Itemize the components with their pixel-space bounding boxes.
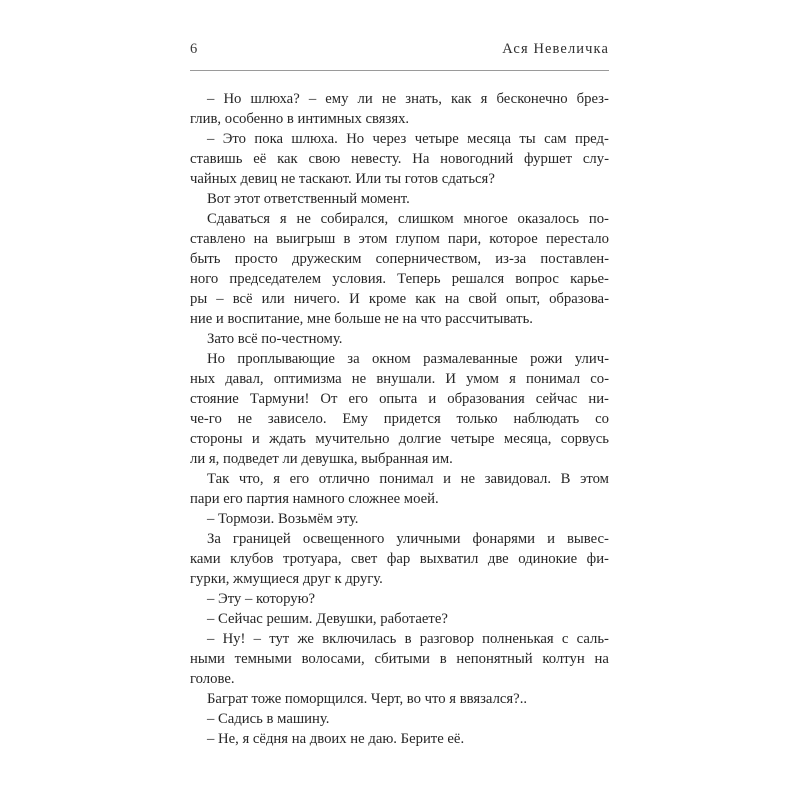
text-word: тротуара,	[282, 551, 342, 567]
text-word: умом	[466, 371, 499, 387]
text-word: глупом	[395, 231, 440, 247]
text-word: границей	[232, 531, 291, 547]
body-text	[190, 88, 609, 748]
text-word: ных	[190, 371, 216, 387]
text-word: и	[428, 391, 437, 407]
text-word: сам	[544, 131, 567, 147]
text-word: выигрыш	[276, 231, 336, 247]
text-word: фонарями	[472, 531, 536, 547]
text-line	[190, 548, 609, 568]
text-word: новогодний	[440, 151, 514, 167]
text-word: через	[372, 131, 407, 147]
text-word: улич-	[574, 351, 609, 367]
text-word: две	[487, 551, 509, 567]
text-word: как	[277, 151, 298, 167]
text-word: я	[279, 211, 287, 227]
text-word: глив, особенно в интимных связях.	[190, 111, 410, 127]
text-word: его	[348, 391, 369, 407]
text-word: На	[412, 151, 430, 167]
text-word: бесконечно	[496, 91, 568, 107]
text-word: вывес-	[566, 531, 609, 547]
text-word: клубов	[230, 551, 274, 567]
text-line	[190, 408, 609, 428]
text-line	[190, 388, 609, 408]
text-word: саль-	[576, 631, 609, 647]
text-word: –	[216, 291, 224, 307]
text-word: Вот этот ответственный момент.	[207, 191, 410, 207]
text-word: за	[347, 351, 360, 367]
text-word: ставишь	[190, 151, 243, 167]
text-word: Но	[223, 91, 242, 107]
text-word: брез-	[576, 91, 609, 107]
text-word: в	[404, 631, 412, 647]
text-word: волосами,	[301, 651, 365, 667]
text-word: пред-	[574, 131, 609, 147]
text-word: со-	[590, 371, 609, 387]
text-line	[190, 268, 609, 288]
text-word: только	[456, 411, 498, 427]
text-word: завидовал.	[484, 471, 552, 487]
text-word: не	[460, 471, 476, 487]
text-word: её	[253, 151, 267, 167]
text-word: я	[509, 371, 516, 387]
text-word: ни-	[588, 391, 609, 407]
text-word: –	[207, 91, 215, 107]
text-word: стороны	[190, 431, 243, 447]
text-word: и	[251, 431, 260, 447]
text-line	[190, 328, 626, 348]
text-word: долгие	[398, 431, 442, 447]
text-line	[190, 348, 609, 368]
text-word: стояние	[190, 391, 239, 407]
text-word: ты	[519, 131, 536, 147]
text-word: непонятный	[456, 651, 533, 667]
text-word: понимал	[379, 471, 434, 487]
text-line	[190, 488, 609, 508]
text-word: –	[207, 131, 215, 147]
text-line	[190, 168, 609, 188]
text-word: Теперь	[397, 271, 441, 287]
text-word: перестало	[545, 231, 609, 247]
text-word: одинокие	[518, 551, 578, 567]
text-line	[190, 608, 626, 628]
text-word: тут	[269, 631, 290, 647]
text-word: кроме	[368, 291, 407, 307]
text-word: – Тормози. Возьмём эту.	[207, 511, 359, 527]
text-word: сейчас	[535, 391, 578, 407]
text-line	[190, 648, 609, 668]
text-word: придется	[383, 411, 441, 427]
text-word: голове.	[190, 671, 235, 687]
text-word: наблюдать	[513, 411, 580, 427]
text-word: ками	[190, 551, 221, 567]
text-word: пари,	[447, 231, 482, 247]
text-line	[190, 288, 609, 308]
text-word: из-за	[495, 251, 527, 267]
text-word: Это	[222, 131, 246, 147]
text-word: темными	[234, 651, 292, 667]
text-word: шлюха?	[250, 91, 300, 107]
text-line	[190, 428, 609, 448]
text-word: председателем	[229, 271, 322, 287]
text-word: сорвусь	[560, 431, 609, 447]
text-word: И	[445, 371, 457, 387]
text-word: же	[297, 631, 314, 647]
text-word: месяца	[467, 131, 511, 147]
text-word: Так	[207, 471, 230, 487]
text-word: всё	[232, 291, 253, 307]
text-word: пока	[254, 131, 284, 147]
text-word: Зато всё по-честному.	[207, 331, 343, 347]
text-line	[190, 88, 609, 108]
text-word: Но	[346, 131, 365, 147]
text-word: уличными	[396, 531, 461, 547]
text-word: свет	[351, 551, 378, 567]
text-word: ного	[190, 271, 219, 287]
text-word: его	[289, 471, 310, 487]
text-line	[190, 368, 609, 388]
text-word: или	[261, 291, 285, 307]
text-word: условия.	[332, 271, 387, 287]
text-line	[190, 568, 609, 588]
running-head	[190, 42, 609, 57]
text-word: по-	[588, 211, 609, 227]
text-word: знать,	[405, 91, 442, 107]
book-author-name: Ася Невеличка	[502, 41, 609, 57]
text-word: сбитыми	[374, 651, 430, 667]
text-line	[190, 148, 609, 168]
text-word: выхватил	[419, 551, 479, 567]
text-word: разговор	[419, 631, 474, 647]
text-word: как	[415, 291, 436, 307]
text-word: –	[308, 91, 317, 107]
text-word: которое	[489, 231, 538, 247]
text-word: оптимизма	[273, 371, 342, 387]
text-word: на	[594, 651, 609, 667]
text-word: свой	[468, 291, 497, 307]
text-word: дружеским	[291, 251, 362, 267]
text-word: чайных девиц не таскают. Или ты готов сдаться?	[190, 171, 495, 187]
text-line	[190, 228, 609, 248]
text-word: –	[253, 631, 261, 647]
text-line	[190, 668, 609, 688]
text-word: карье-	[570, 271, 609, 287]
text-word: че-го	[190, 411, 222, 427]
text-line	[190, 688, 626, 708]
text-word: с	[561, 631, 569, 647]
text-word: понимал	[525, 371, 581, 387]
page-number: 6	[190, 41, 198, 57]
text-word: Ну!	[222, 631, 246, 647]
text-line	[190, 188, 626, 208]
text-word: ными	[190, 651, 225, 667]
text-word: собирался,	[320, 211, 389, 227]
text-word: зависело.	[267, 411, 327, 427]
text-word: этом	[580, 471, 609, 487]
text-word: на	[253, 231, 268, 247]
text-word: образования	[447, 391, 525, 407]
text-word: ждать	[269, 431, 306, 447]
text-word: в	[439, 651, 447, 667]
text-word: опыт,	[505, 291, 541, 307]
text-word: Тармуни!	[249, 391, 310, 407]
text-word: За	[207, 531, 221, 547]
text-word: ли	[357, 91, 373, 107]
text-line	[190, 588, 626, 608]
text-word: гурки, жмущиеся друг к другу.	[190, 571, 383, 587]
text-word: не	[237, 411, 253, 427]
text-word: четыре	[414, 131, 459, 147]
text-word: многое	[463, 211, 508, 227]
text-word: внушали.	[376, 371, 436, 387]
text-word: поставлен-	[540, 251, 609, 267]
text-word: месяца,	[503, 431, 552, 447]
text-line	[190, 508, 626, 528]
text-word: проплывающие	[237, 351, 335, 367]
text-word: мучительно	[315, 431, 390, 447]
text-line	[190, 308, 609, 328]
text-line	[190, 528, 609, 548]
text-word: – Садись в машину.	[207, 711, 330, 727]
text-word: четыре	[450, 431, 495, 447]
text-word: И	[349, 291, 360, 307]
text-word: не	[351, 371, 367, 387]
text-word: размалеванные	[423, 351, 518, 367]
text-word: –	[207, 631, 215, 647]
text-word: я	[480, 91, 488, 107]
text-line	[190, 208, 609, 228]
text-word: что,	[238, 471, 264, 487]
text-word: – Сейчас решим. Девушки, работаете?	[207, 611, 448, 627]
text-word: Ему	[342, 411, 368, 427]
text-word: колтун	[542, 651, 585, 667]
text-line	[190, 728, 626, 748]
text-word: фи-	[586, 551, 609, 567]
text-word: образова-	[549, 291, 609, 307]
text-word: опыта	[379, 391, 418, 407]
header-divider	[190, 70, 609, 71]
text-word: полненькая	[482, 631, 554, 647]
text-word: на	[444, 291, 460, 307]
text-word: как	[450, 91, 472, 107]
text-word: фар	[386, 551, 411, 567]
text-word: Но	[207, 351, 225, 367]
text-word: ставлено	[190, 231, 246, 247]
text-word: слу-	[582, 151, 609, 167]
text-word: я	[273, 471, 280, 487]
text-word: шлюха.	[291, 131, 338, 147]
text-line	[190, 108, 609, 128]
text-word: В	[560, 471, 571, 487]
text-line	[190, 248, 609, 268]
text-word: ничего.	[293, 291, 341, 307]
text-word: вопрос	[515, 271, 559, 287]
text-line	[190, 468, 609, 488]
text-line	[190, 128, 609, 148]
text-word: Сдаваться	[207, 211, 271, 227]
text-word: От	[320, 391, 338, 407]
text-word: рожи	[530, 351, 563, 367]
text-word: ему	[325, 91, 349, 107]
text-word: невесту.	[351, 151, 402, 167]
text-word: ние и воспитание, мне больше не на что рассчитывать.	[190, 311, 533, 327]
text-line	[190, 628, 609, 648]
text-word: пари его партия намного сложнее моей.	[190, 491, 439, 507]
text-word: Баграт тоже поморщился. Черт, во что я ввязался?..	[207, 691, 528, 707]
text-word: со	[595, 411, 609, 427]
text-word: давал,	[225, 371, 264, 387]
text-word: решался	[451, 271, 505, 287]
text-word: просто	[234, 251, 278, 267]
text-word: соперничеством,	[375, 251, 482, 267]
text-word: в	[343, 231, 351, 247]
text-line	[190, 708, 626, 728]
text-word: ли я, подведет ли девушка, выбранная им.	[190, 451, 453, 467]
text-word: отлично	[318, 471, 370, 487]
text-word: не	[296, 211, 311, 227]
text-word: освещенного	[302, 531, 385, 547]
text-word: включилась	[322, 631, 397, 647]
text-word: ры	[190, 291, 208, 307]
text-word: фуршет	[524, 151, 573, 167]
text-word: этом	[358, 231, 388, 247]
text-word: быть	[190, 251, 221, 267]
text-word: слишком	[397, 211, 454, 227]
text-word: не	[381, 91, 397, 107]
text-line	[190, 448, 609, 468]
text-word: – Не, я сёдня на двоих не даю. Берите её.	[207, 731, 465, 747]
text-word: и	[547, 531, 555, 547]
text-word: – Эту – которую?	[207, 591, 316, 607]
text-word: окном	[372, 351, 411, 367]
text-word: свою	[308, 151, 341, 167]
text-word: и	[443, 471, 452, 487]
text-word: оказалось	[517, 211, 580, 227]
